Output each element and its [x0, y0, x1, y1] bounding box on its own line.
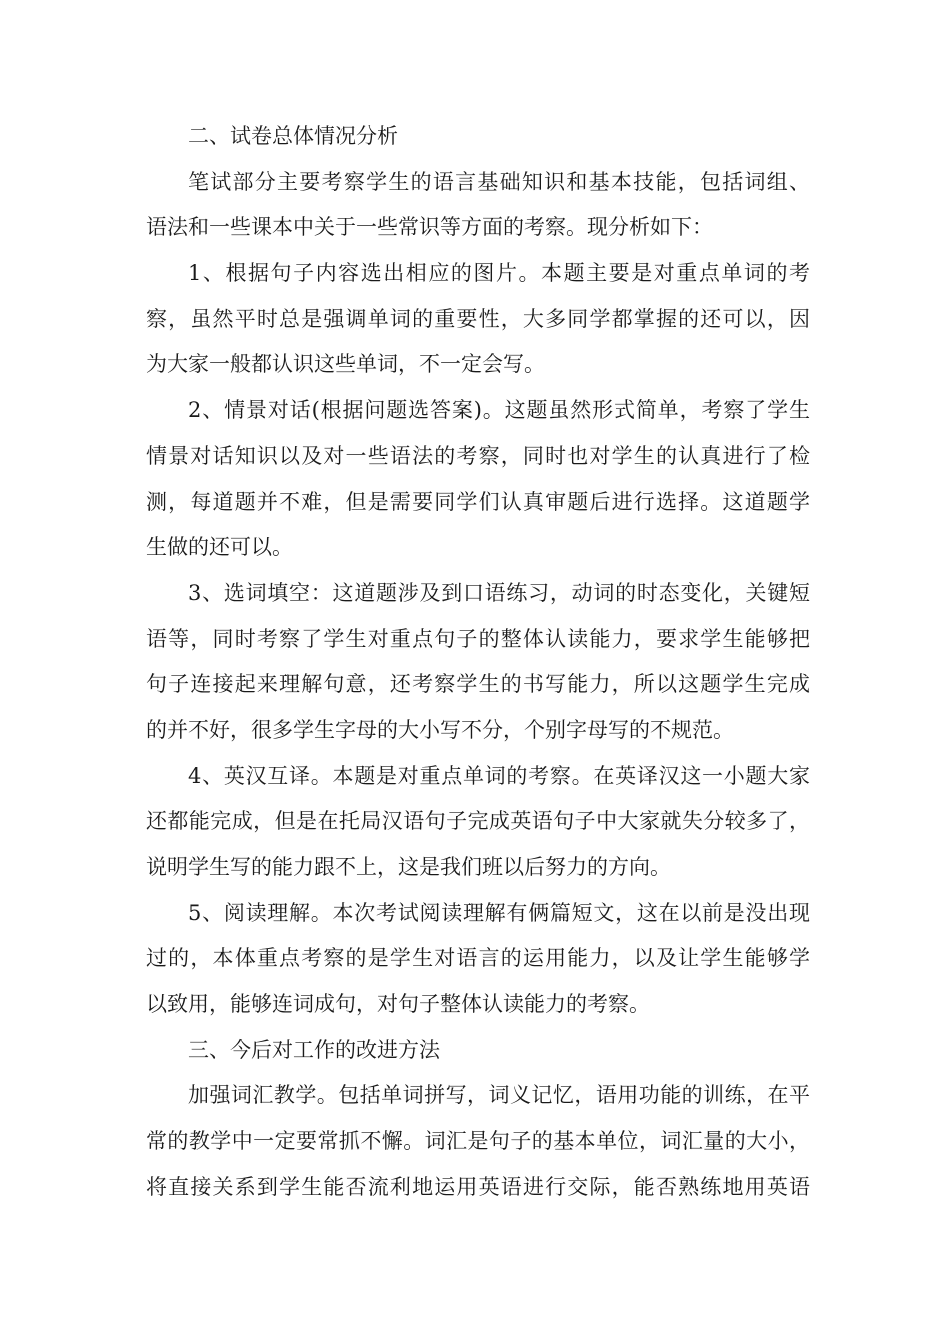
document-body — [146, 114, 810, 1211]
section-heading: 三、今后对工作的改进方法 — [188, 1037, 440, 1062]
paragraph-line: 测，每道题并不难，但是需要同学们认真审题后进行选择。这道题学 — [146, 489, 810, 514]
paragraph-line: 常的教学中一定要常抓不懈。词汇是句子的基本单位，词汇量的大小， — [146, 1129, 810, 1154]
paragraph-line: 2、情景对话(根据问题选答案)。这题虽然形式简单，考察了学生 — [188, 398, 810, 423]
paragraph-line: 的并不好，很多学生字母的大小写不分，个别字母写的不规范。 — [146, 717, 734, 742]
paragraph-line: 过的，本体重点考察的是学生对语言的运用能力，以及让学生能够学 — [146, 946, 810, 971]
paragraph-line: 察，虽然平时总是强调单词的重要性，大多同学都掌握的还可以，因 — [146, 306, 810, 331]
paragraph-line: 生做的还可以。 — [146, 535, 293, 560]
paragraph-line: 将直接关系到学生能否流利地运用英语进行交际，能否熟练地用英语 — [146, 1174, 810, 1199]
paragraph-line: 5、阅读理解。本次考试阅读理解有俩篇短文，这在以前是没出现 — [188, 900, 810, 925]
paragraph-line: 4、英汉互译。本题是对重点单词的考察。在英译汉这一小题大家 — [188, 763, 810, 788]
paragraph-line: 情景对话知识以及对一些语法的考察，同时也对学生的认真进行了检 — [146, 443, 810, 468]
paragraph-line: 以致用，能够连词成句，对句子整体认读能力的考察。 — [146, 992, 650, 1017]
paragraph-line: 3、选词填空：这道题涉及到口语练习，动词的时态变化，关键短 — [188, 580, 810, 605]
paragraph-line: 1、根据句子内容选出相应的图片。本题主要是对重点单词的考 — [188, 261, 810, 286]
paragraph-line: 加强词汇教学。包括单词拼写，词义记忆，语用功能的训练，在平 — [188, 1083, 810, 1108]
paragraph-line: 语等，同时考察了学生对重点句子的整体认读能力，要求学生能够把 — [146, 626, 810, 651]
paragraph-line: 笔试部分主要考察学生的语言基础知识和基本技能，包括词组、 — [188, 169, 810, 194]
section-heading: 二、试卷总体情况分析 — [188, 124, 398, 148]
paragraph-line: 句子连接起来理解句意，还考察学生的书写能力，所以这题学生完成 — [146, 672, 810, 697]
paragraph-line: 还都能完成，但是在托局汉语句子完成英语句子中大家就失分较多了， — [146, 809, 810, 834]
paragraph-line: 说明学生写的能力跟不上，这是我们班以后努力的方向。 — [146, 855, 671, 879]
paragraph-line: 语法和一些课本中关于一些常识等方面的考察。现分析如下： — [146, 215, 713, 240]
paragraph-line: 为大家一般都认识这些单词，不一定会写。 — [146, 352, 545, 377]
